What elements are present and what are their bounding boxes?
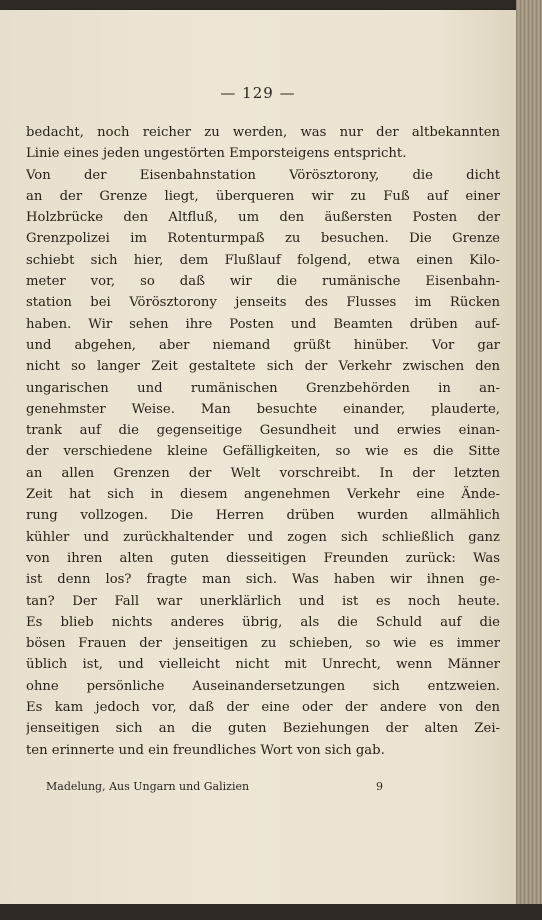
text-line: meter vor, so daß wir die rumänische Eisenbahn- [26, 274, 500, 290]
text-line: bedacht, noch reicher zu werden, was nur der altbekannten [26, 125, 500, 140]
text-line: bösen Frauen der jenseitigen zu schieben, so wie es immer [26, 636, 500, 652]
text-line: jenseitigen sich an die guten Beziehungen der alten Zei- [26, 721, 500, 737]
text-line: und abgehen, aber niemand grüßt hinüber. Vor gar [26, 337, 500, 353]
text-line: kühler und zurückhaltender und zogen sich schließlich ganz [26, 529, 500, 545]
text-line: Grenzpolizei im Rotenturmpaß zu besuchen. Die Grenze [26, 231, 500, 247]
text-line: rung vollzogen. Die Herren drüben wurden allmählich [26, 508, 500, 524]
text-line: der verschiedene kleine Gefälligkeiten, so wie es die Sitte [26, 444, 500, 460]
text-line: station bei Vörösztorony jenseits des Flusses im Rücken [26, 295, 500, 311]
text-line: nicht so langer Zeit gestaltete sich der Verkehr zwischen den [26, 359, 500, 375]
text-line: ungarischen und rumänischen Grenzbehörden in an- [26, 380, 500, 396]
footer-title: Madelung, Aus Ungarn und Galizien [46, 780, 250, 793]
text-line: Von der Eisenbahnstation Vörösztorony, die dicht [26, 167, 500, 183]
text-line: ten erinnerte und ein freundliches Wort von sich gab. [26, 742, 385, 758]
page-number-header: — 129 — [220, 84, 296, 102]
text-line: an der Grenze liegt, überqueren wir zu Fuß auf einer [26, 188, 500, 204]
text-line: Es blieb nichts anderes übrig, als die Schuld auf die [26, 614, 500, 630]
text-line: Linie eines jeden ungestörten Emporsteigens entspricht. [26, 146, 407, 162]
text-line: Es kam jedoch vor, daß der eine oder der andere von den [26, 700, 500, 716]
book-page [0, 10, 516, 904]
scan-background [0, 904, 542, 920]
signature-mark: 9 [376, 780, 383, 793]
text-line: üblich ist, und vielleicht nicht mit Unrecht, wenn Männer [26, 657, 500, 673]
body-text [26, 122, 500, 761]
text-line: von ihren alten guten diesseitigen Freunden zurück: Was [26, 550, 500, 566]
text-line: trank auf die gegenseitige Gesundheit und erwies einan- [26, 423, 500, 439]
text-line: Zeit hat sich in diesem angenehmen Verkehr eine Ände- [26, 487, 500, 503]
page-stack-edge [516, 0, 542, 920]
text-line: ohne persönliche Auseinandersetzungen sich entzweien. [26, 678, 500, 694]
text-line: tan? Der Fall war unerklärlich und ist es noch heute. [26, 593, 500, 609]
text-line: an allen Grenzen der Welt vorschreibt. In der letzten [26, 465, 500, 481]
text-line: haben. Wir sehen ihre Posten und Beamten drüben auf- [26, 316, 500, 332]
text-line: ist denn los? fragte man sich. Was haben wir ihnen ge- [26, 572, 500, 588]
text-line: Holzbrücke den Altfluß, um den äußersten Posten der [26, 210, 500, 226]
text-line: genehmster Weise. Man besuchte einander, plauderte, [26, 401, 500, 417]
text-line: schiebt sich hier, dem Flußlauf folgend, etwa einen Kilo- [26, 252, 500, 268]
